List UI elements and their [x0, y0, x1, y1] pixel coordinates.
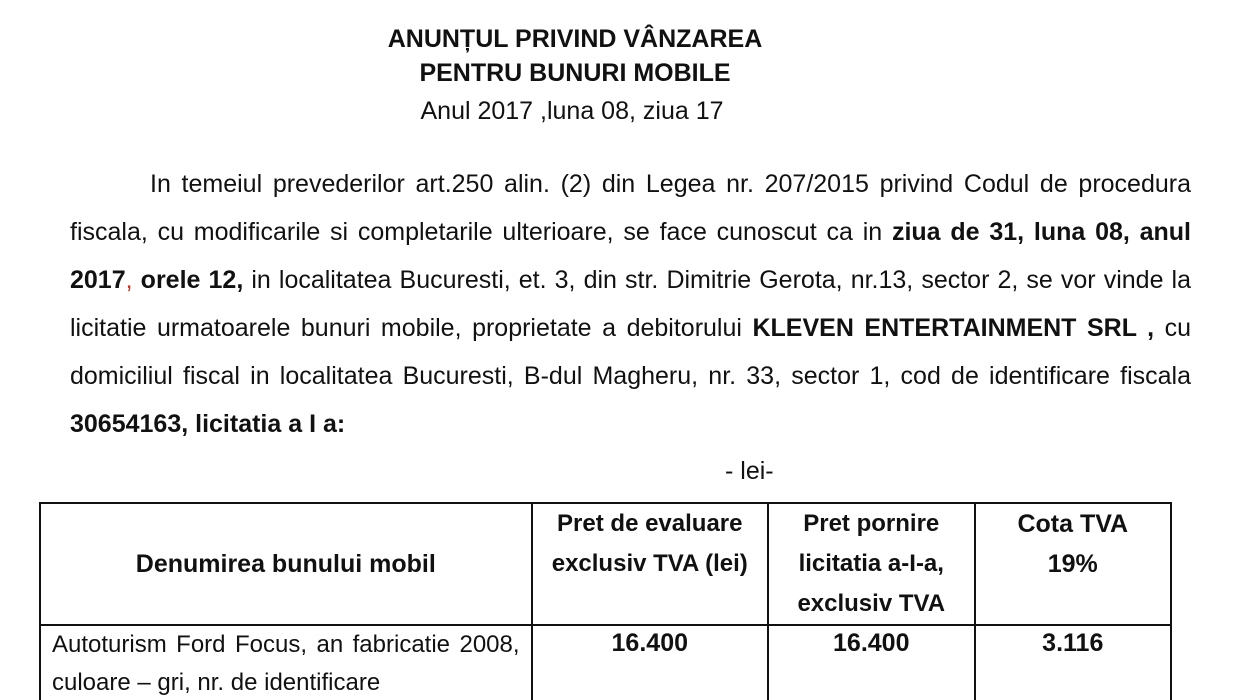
auction-hour: orele 12, — [140, 266, 244, 294]
paragraph-comma: , — [125, 266, 133, 294]
header-start-price-line2: licitatia a-I-a, — [798, 550, 944, 577]
currency-note: - lei- — [725, 457, 774, 485]
auction-date: ziua de 31, luna 08, anul 2017 — [70, 218, 1192, 294]
item-eval-price: 16.400 — [532, 625, 768, 700]
header-vat-line2: 19% — [1047, 550, 1098, 578]
table-header-row — [40, 503, 1171, 625]
paragraph-text-1: In temeiul prevederilor art.250 alin. (2) din Legea nr. 207/2015 privind Codul de procedura fiscala, cu modificarile si completarile ulterioare, se face cunoscut ca in — [70, 170, 1191, 246]
header-eval-price-line2: exclusiv TVA (lei) — [551, 550, 748, 577]
debtor-name: KLEVEN ENTERTAINMENT SRL , — [752, 314, 1155, 342]
header-start-price — [768, 503, 975, 625]
header-eval-price-line1: Pret de evaluare — [557, 510, 743, 537]
header-vat-line1: Cota TVA — [1017, 510, 1129, 538]
paragraph-text-3: cu domiciliul fiscal in localitatea Bucuresti, B-dul Magheru, nr. 33, sector 1, cod de identificare fiscala — [70, 314, 1191, 390]
table-row — [40, 625, 1171, 700]
fiscal-code: 30654163, licitatia a I a: — [70, 410, 346, 438]
header-eval-price — [532, 503, 768, 625]
header-item-name: Denumirea bunului mobil — [40, 503, 532, 625]
item-description: Autoturism Ford Focus, an fabricatie 2008, culoare – gri, nr. de identificare — [40, 625, 532, 700]
header-start-price-line3: exclusiv TVA — [797, 590, 946, 617]
goods-table — [39, 502, 1172, 700]
notice-paragraph — [70, 160, 1191, 448]
item-vat: 3.116 — [975, 625, 1171, 700]
notice-title-line1: ANUNȚUL PRIVIND VÂNZAREA — [387, 25, 763, 53]
notice-date: Anul 2017 ,luna 08, ziua 17 — [420, 97, 724, 125]
item-start-price: 16.400 — [768, 625, 975, 700]
header-start-price-line1: Pret pornire — [803, 510, 940, 537]
notice-title-line2: PENTRU BUNURI MOBILE — [419, 59, 731, 87]
paragraph-text-2: in localitatea Bucuresti, et. 3, din str. Dimitrie Gerota, nr.13, sector 2, se vor vinde la licitatie urmatoarele bunuri mobile, proprietate a debitorului — [70, 266, 1192, 342]
header-vat — [975, 503, 1171, 625]
